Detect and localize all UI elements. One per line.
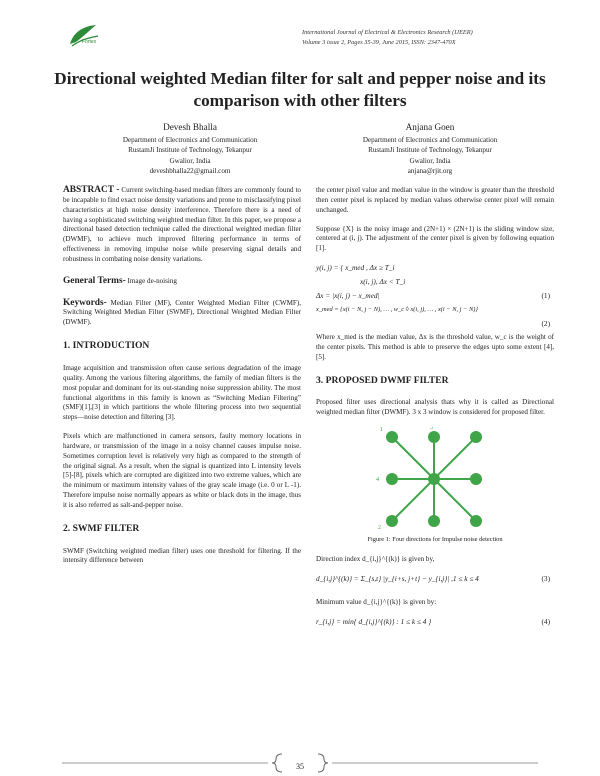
right-column	[316, 186, 554, 631]
equation-1a: y(i, j) = { x_med , Δx ≥ T_i	[316, 263, 395, 273]
equation-1-line-b	[316, 277, 554, 291]
page-number: 35	[296, 762, 304, 771]
section-heading-swmf: 2. SWMF FILTER	[63, 522, 140, 534]
equation-4-line	[316, 617, 554, 631]
equation-number: (4)	[541, 616, 550, 626]
author-email[interactable]: deveshbhalla22@gmail.com	[149, 167, 231, 175]
general-terms-lead: General Terms-	[63, 275, 126, 286]
equation-1-line-c	[316, 291, 554, 305]
left-column	[63, 186, 301, 575]
figure-caption: Figure 1: Four directions for Impulse noise detection	[367, 536, 503, 544]
swmf-paragraph-1: SWMF (Switching weighted median filter) uses one threshold for filtering. If the intensity difference between	[63, 546, 301, 565]
author-institute: RustamJi Institute of Technology, Tekanpur	[128, 146, 252, 154]
paper-title: Directional weighted Median filter for salt and pepper noise and its comparison with other filters	[54, 69, 546, 110]
equation-3-line	[316, 574, 554, 588]
pixel-node	[386, 431, 398, 443]
pixel-node	[470, 431, 482, 443]
section-heading-dwmf: 3. PROPOSED DWMF FILTER	[316, 374, 449, 386]
keywords-text: Median Filter (MF), Center Weighted Median Filter (CWMF), Switching Weighted Median Filter (SWMF), Directional Weighted Median Filter (DWMF).	[63, 298, 301, 327]
leaf-logo-icon	[66, 22, 106, 50]
equation-1b: x(i, j), Δx < T_i	[360, 277, 406, 287]
direction-label-3: 2	[378, 525, 381, 532]
direction-diagram	[316, 427, 554, 531]
minimum-value-text: Minimum value d_{i,j}^{(k)} is given by:	[316, 597, 437, 606]
direction-index-text: Direction index d_{i,j}^{(k)} is given by,	[316, 554, 435, 563]
abstract	[63, 186, 301, 265]
dwmf-paragraph-1: Proposed filter uses directional analysis thats why it is called as Directional weighted median filter (DWMF). 3 x 3 window is considered for proposed filter.	[316, 398, 554, 417]
equation-1c: Δx = |x(i, j) − x_med|	[316, 291, 380, 301]
abstract-lead: ABSTRACT -	[63, 185, 120, 195]
logo-text: Fortex	[82, 39, 97, 45]
equation-number: (2)	[541, 319, 550, 329]
author-institute: RustamJi Institute of Technology, Tekanpur	[368, 146, 492, 154]
pixel-node	[428, 473, 440, 485]
equation-2-number-line	[316, 319, 554, 333]
journal-logo	[66, 22, 106, 50]
pixel-node	[428, 431, 440, 443]
section-heading-introduction: 1. INTRODUCTION	[63, 340, 150, 352]
equation-2-line	[316, 305, 554, 319]
equation-number: (3)	[541, 573, 550, 583]
pixel-node	[428, 515, 440, 527]
abstract-text: Current switching-based median filters are commonly found to be incapable to find exact noise density variations and prone to misclassifying pixel characteristics at high noise density interference. Therefore there is a need of having a sophisticated switching weighted median filter. In this paper, we propose a directional based detection technique called the directional weighted median filter (DWMF), to achieve much improved filtering performance in terms of effectiveness in removing impulse noise while preserving signal details and robustness in combating noise density variations.	[63, 186, 301, 263]
direction-label-4: 3	[430, 427, 433, 432]
author-block-2	[300, 122, 560, 177]
journal-line-1: International Journal of Electrical & Electronics Research (IJEER)	[302, 29, 473, 36]
equation-4: r_{i,j} = min{ d_{i,j}^{(k)} : 1 ≤ k ≤ 4 }	[316, 616, 432, 626]
right-paragraph-2: Suppose {X} is the noisy image and (2N+1) × (2N+1) is the sliding window size, centered at (i, j). The adjustment of the center pixel is given by following equation [1].	[316, 224, 554, 253]
general-terms-text: Image de-noising	[127, 276, 177, 285]
equation-3: d_{i,j}^{(k)} = Σ_{s,t} |y_{i+s, j+t} − y_{i,j}| ,1 ≤ k ≤ 4	[316, 573, 479, 583]
general-terms	[63, 277, 301, 287]
equation-1-line-a	[316, 263, 554, 277]
author-block-1	[60, 122, 320, 177]
author-name: Anjana Goen	[405, 122, 455, 132]
pixel-node	[470, 473, 482, 485]
author-city: Gwalior, India	[169, 156, 211, 165]
pixel-node	[470, 515, 482, 527]
author-dept: Department of Electronics and Communication	[122, 135, 258, 144]
author-email[interactable]: anjana@rjit.org	[407, 167, 453, 175]
author-dept: Department of Electronics and Communication	[362, 135, 498, 144]
intro-paragraph-1: Image acquisition and transmission often cause serious degradation of the image quality. Among the various filtering algorithms, the family of median filters is the most popular and dominant for its out-standing noise suppression ability. The most functional algorithms in this family is known as “Switching Median Filtering” (SMF)[1],[3] in which partitions the whole filtering process into two sequential steps—noise detection and filtering [3].	[63, 363, 301, 422]
author-city: Gwalior, India	[409, 156, 451, 165]
right-paragraph-3: Where x_med is the median value, Δx is the threshold value, w_c is the weight of the center pixels. This method is able to preserve the edges upto some extent [4],[5].	[316, 333, 554, 361]
journal-header	[302, 28, 592, 47]
keywords	[63, 299, 301, 329]
figure-1	[316, 427, 554, 531]
pixel-node	[386, 515, 398, 527]
direction-label-1: 1	[380, 427, 383, 434]
equation-number: (1)	[541, 291, 550, 301]
keywords-lead: Keywords-	[63, 297, 107, 308]
pixel-node	[386, 473, 398, 485]
author-name: Devesh Bhalla	[163, 122, 217, 132]
journal-line-2: Volume 3 issue 2, Pages 35-39, June 2015, ISSN: 2347-470X	[302, 38, 456, 46]
intro-paragraph-2: Pixels which are malfunctioned in camera sensors, faulty memory locations in hardware, or transmission of the image in a noisy channel causes impulse noise. Sometimes corruption level is relatively very high as compared to the strength of the original signal. As a result, when the signal is quantized into L intensity levels [5]-[8], pixels which are corrupted are digitized into two extreme values, which are the minimum or maximum intensity values of the gray scale image (i.e. 0 or L -1). Therefore impulse noise normally appears as white or black dots in the image, thus it is also referred as salt-and-pepper noise.	[63, 432, 301, 509]
right-paragraph-1: the center pixel value and median value in the window is greater than the threshold then center pixel is replaced by median values otherwise center pixel will remain unchanged.	[316, 186, 554, 214]
equation-2: x_med = {x(i − N, j − N), … , w_c ◊ x(i, j), … , x(i − N, j − N)}	[316, 306, 478, 314]
direction-label-2: 4	[376, 477, 379, 484]
